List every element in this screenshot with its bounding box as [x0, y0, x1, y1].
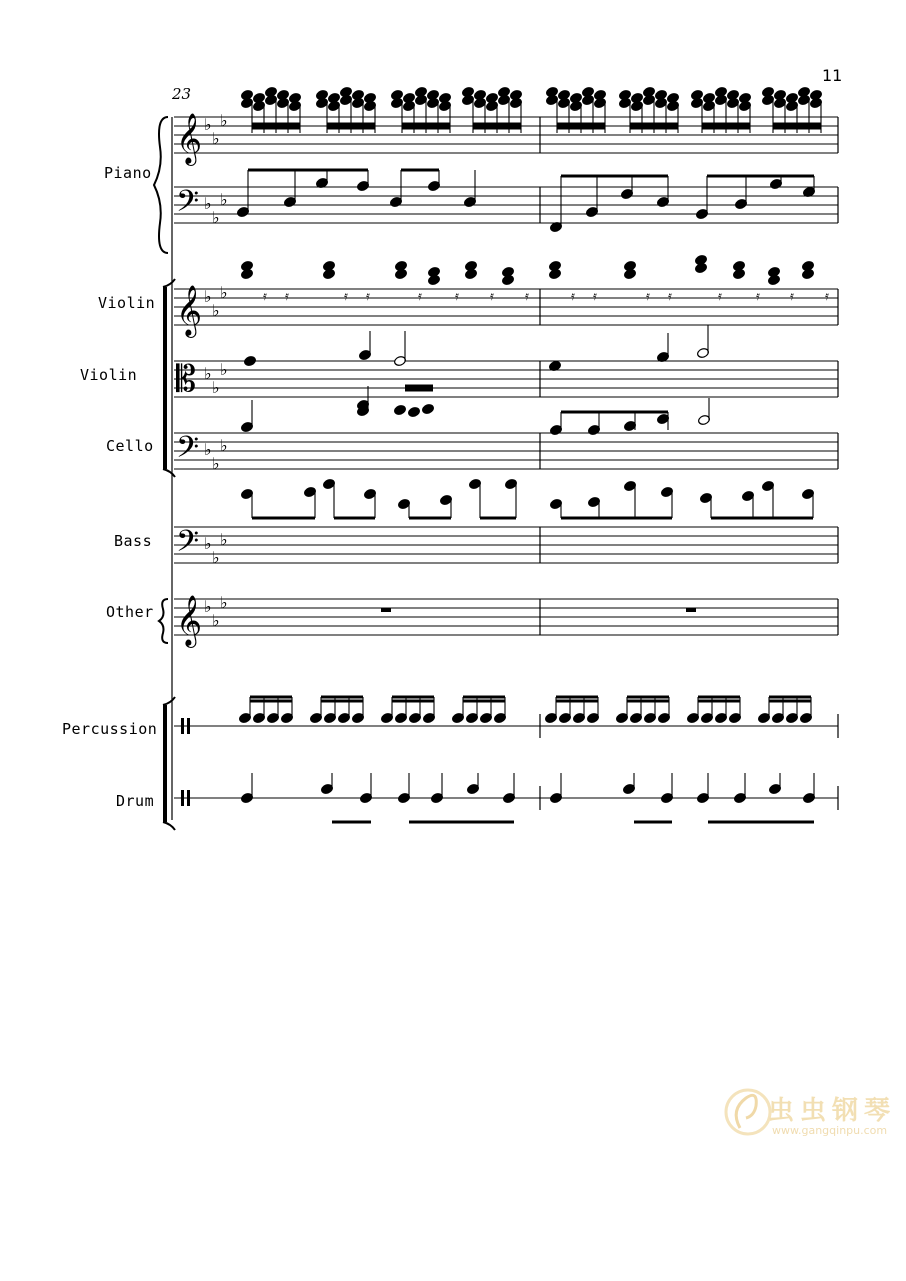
note-head — [243, 355, 256, 366]
bracket-hook — [163, 697, 175, 705]
note-head — [322, 260, 335, 271]
note-head — [288, 92, 301, 103]
note-head — [407, 406, 420, 417]
rest-icon: 𝄿 — [455, 289, 459, 304]
percussion-clef-icon — [187, 718, 190, 734]
note-head — [461, 86, 474, 97]
note-head — [240, 89, 253, 100]
note-head — [351, 89, 364, 100]
rest-icon: 𝄿 — [593, 289, 597, 304]
note-head — [327, 92, 340, 103]
note-head — [761, 86, 774, 97]
note-head — [773, 89, 786, 100]
rest-icon: 𝄿 — [285, 289, 289, 304]
treble-clef-icon: 𝄞 — [176, 285, 203, 336]
instrument-label-percussion: Percussion — [62, 720, 158, 738]
other-brace-icon — [159, 599, 168, 643]
flat-icon: ♭ — [220, 111, 228, 130]
bracket-hook — [163, 279, 175, 287]
flat-icon: ♭ — [220, 593, 228, 612]
note-head — [426, 89, 439, 100]
note-head — [339, 86, 352, 97]
note-head — [767, 266, 780, 277]
measure-number: 23 — [172, 85, 192, 103]
note-head — [438, 92, 451, 103]
note-head — [509, 89, 522, 100]
note-head — [726, 89, 739, 100]
note-head — [464, 260, 477, 271]
note-head — [501, 266, 514, 277]
note-head — [702, 92, 715, 103]
rest-icon: 𝄿 — [668, 289, 672, 304]
note-head — [801, 260, 814, 271]
note-head — [315, 89, 328, 100]
flat-icon: ♭ — [204, 364, 212, 383]
rest-icon: 𝄿 — [418, 289, 422, 304]
instrument-label-bass: Bass — [114, 532, 153, 550]
bass-clef-icon: 𝄢 — [176, 525, 200, 566]
notes — [236, 86, 829, 822]
note-head — [473, 89, 486, 100]
instrument-label-violin-2: Violin — [80, 366, 138, 384]
flat-icon: ♭ — [212, 548, 220, 567]
note-head — [390, 89, 403, 100]
instrument-label-cello: Cello — [106, 437, 154, 455]
flat-icon: ♭ — [220, 190, 228, 209]
note-head — [276, 89, 289, 100]
rest-icon: 𝄿 — [344, 289, 348, 304]
rest-icon: 𝄿 — [718, 289, 722, 304]
whole-rest-icon — [686, 608, 696, 612]
percussion-clef-icon — [187, 790, 190, 806]
treble-clef-icon: 𝄞 — [176, 595, 203, 646]
instrument-label-drum: Drum — [116, 792, 155, 810]
bracket-hook — [163, 822, 175, 830]
flat-icon: ♭ — [204, 534, 212, 553]
flat-icon: ♭ — [220, 530, 228, 549]
percussion-clef-icon — [181, 790, 184, 806]
page-number: 11 — [822, 66, 843, 85]
piano-brace-icon — [154, 117, 168, 253]
flat-icon: ♭ — [212, 301, 220, 320]
note-head — [654, 89, 667, 100]
rest-icon: 𝄿 — [525, 289, 529, 304]
watermark-text: 虫虫钢琴 — [768, 1096, 897, 1126]
flat-icon: ♭ — [220, 360, 228, 379]
rest-icon: 𝄿 — [571, 289, 575, 304]
watermark-url: www.gangqinpu.com — [772, 1124, 888, 1137]
bracket-hook — [163, 469, 175, 477]
note-head — [240, 260, 253, 271]
note-head — [545, 86, 558, 97]
rest-icon: 𝄿 — [756, 289, 760, 304]
instrument-label-violin: Violin — [98, 294, 156, 312]
flat-icon: ♭ — [212, 378, 220, 397]
note-head — [809, 89, 822, 100]
percussion-clef-icon — [181, 718, 184, 734]
note-head — [421, 403, 434, 414]
flat-icon: ♭ — [212, 129, 220, 148]
flat-icon: ♭ — [212, 208, 220, 227]
note-head — [569, 92, 582, 103]
watermark-logo-icon — [726, 1090, 770, 1134]
note-head — [618, 89, 631, 100]
flat-icon: ♭ — [204, 440, 212, 459]
note-head — [738, 92, 751, 103]
note-head — [264, 86, 277, 97]
note-head — [363, 92, 376, 103]
flat-icon: ♭ — [212, 611, 220, 630]
flat-icon: ♭ — [204, 115, 212, 134]
flat-icon: ♭ — [220, 283, 228, 302]
note-head — [797, 86, 810, 97]
bass-clef-icon: 𝄢 — [176, 185, 200, 226]
note-head — [623, 260, 636, 271]
note-head — [630, 92, 643, 103]
note-head — [548, 260, 561, 271]
note-head — [666, 92, 679, 103]
rest-icon: 𝄿 — [825, 289, 829, 304]
note-head — [252, 92, 265, 103]
note-head — [402, 92, 415, 103]
flat-icon: ♭ — [212, 454, 220, 473]
note-head — [732, 260, 745, 271]
bass-clef-icon: 𝄢 — [176, 431, 200, 472]
note-head — [485, 92, 498, 103]
rest-icon: 𝄿 — [646, 289, 650, 304]
flat-icon: ♭ — [204, 287, 212, 306]
rest-icon: 𝄿 — [790, 289, 794, 304]
note-head — [690, 89, 703, 100]
instrument-label-piano: Piano — [104, 164, 152, 182]
note-head — [785, 92, 798, 103]
note-head — [497, 86, 510, 97]
note-head — [581, 86, 594, 97]
treble-clef-icon: 𝄞 — [176, 113, 203, 164]
flat-icon: ♭ — [204, 597, 212, 616]
flat-icon: ♭ — [204, 194, 212, 213]
note-head — [694, 254, 707, 265]
note-head — [557, 89, 570, 100]
rest-icon: 𝄿 — [490, 289, 494, 304]
note-head — [394, 260, 407, 271]
note-head — [593, 89, 606, 100]
alto-clef-icon: 𝄡 — [176, 359, 197, 400]
rest-icon: 𝄿 — [263, 289, 267, 304]
whole-rest-icon — [381, 608, 391, 612]
note-head — [427, 266, 440, 277]
note-head — [714, 86, 727, 97]
rest-icon: 𝄿 — [366, 289, 370, 304]
note-head — [414, 86, 427, 97]
flat-icon: ♭ — [220, 436, 228, 455]
note-head — [642, 86, 655, 97]
instrument-label-other: Other — [106, 603, 154, 621]
note-head — [393, 404, 406, 415]
